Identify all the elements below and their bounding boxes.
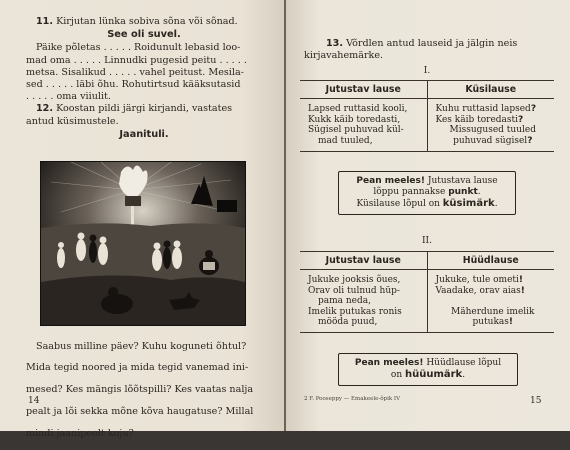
table-1-body xyxy=(300,99,554,151)
table-row xyxy=(436,136,551,146)
footer-signature: 2 F. Pooseppy — Emakeele-õpik IV xyxy=(304,396,401,402)
ex11-line-3: metsa. Sisalikud . . . . . vahel peitust. Mesila- xyxy=(26,66,244,78)
ex11-line-4: sed . . . . . läbi õhu. Rohutirtsud kääksutasid xyxy=(26,79,241,91)
remember-1-line-2 xyxy=(347,187,507,198)
remember-2-bold: hüüumärk xyxy=(404,369,463,380)
table-row: Jukuke jooksis õues, xyxy=(308,275,401,286)
table-row: Sügisel puhuvad kül- xyxy=(308,125,404,136)
bonfire-scene-image xyxy=(41,162,245,325)
exercise-11-instruction xyxy=(26,16,262,28)
exercise-11-text: Kirjutan lünka sobiva sõna või sõnad. xyxy=(56,16,238,27)
exercise-12-questions xyxy=(26,331,262,450)
table-2-col1 xyxy=(300,270,428,332)
table-2-body xyxy=(300,270,554,332)
question-line-5: mindi jaanipeolt koju? xyxy=(26,427,134,439)
right-page-number: 15 xyxy=(530,396,542,406)
exclamation-mark: ! xyxy=(520,285,525,296)
table-row xyxy=(436,286,551,296)
exercise-13-line-1 xyxy=(304,38,550,50)
exclamation-mark: ! xyxy=(518,275,524,286)
table-row: Lapsed ruttasid kooli, xyxy=(308,104,408,115)
question-mark: ? xyxy=(518,114,524,125)
remember-1-bold-2: küsimärk xyxy=(442,198,495,209)
question-mark: ? xyxy=(530,104,537,115)
remember-2-line-1 xyxy=(347,358,509,369)
question-line-2: Mida tegid noored ja mida tegid vanemad ini- xyxy=(26,362,249,374)
row-text: Jukuke, tule ometi xyxy=(435,275,519,286)
table-1-col2-header: Küsilause xyxy=(465,84,517,95)
remember-1-pre-2: Küsilause lõpul on xyxy=(356,199,443,209)
jaanituli-illustration xyxy=(40,161,246,326)
table-row: pama neda, xyxy=(318,296,371,307)
table-row: Imelik putukas ronis xyxy=(308,306,402,317)
row-text: putukas xyxy=(472,317,509,328)
exercise-13-instruction xyxy=(304,38,550,62)
row-text: Vaadake, orav aias xyxy=(435,285,521,296)
exercise-12-text-2: antud küsimustele. xyxy=(26,115,119,127)
remember-2-line-2 xyxy=(347,369,509,381)
row-text: puhuvad sügisel xyxy=(453,135,528,146)
remember-1-rest: Jutustava lause xyxy=(424,176,498,186)
remember-1-lead: Pean meeles! xyxy=(356,176,425,186)
left-page xyxy=(0,0,284,439)
exercise-12-instruction xyxy=(26,103,262,115)
remember-box-1 xyxy=(338,171,516,215)
remember-1-pre: lõppu pannakse xyxy=(373,187,449,197)
ex11-line-1: Päike põletas . . . . . Roidunult lebasid loo- xyxy=(36,42,241,54)
table-2-header xyxy=(300,252,554,270)
remember-1-line-3 xyxy=(347,198,507,210)
remember-1-post-2: . xyxy=(494,199,498,209)
remember-1-bold: punkt xyxy=(448,187,478,197)
row-text: Mäherdune imelik xyxy=(451,306,535,317)
table-1-header xyxy=(300,81,554,99)
left-page-number: 14 xyxy=(28,396,40,406)
exercise-12-number: 12. xyxy=(36,103,53,115)
table-row xyxy=(436,317,551,327)
section-2-numeral: II. xyxy=(422,236,432,246)
comparison-table-2 xyxy=(300,251,554,333)
exercise-11-number: 11. xyxy=(36,16,53,27)
table-row xyxy=(436,275,551,285)
exclamation-mark: ! xyxy=(508,317,514,328)
table-1-col1 xyxy=(300,99,428,151)
exercise-13-text-2: kirjavahemärke. xyxy=(304,50,384,62)
row-text: Kuhu ruttasid lapsed xyxy=(435,104,531,115)
remember-2-pre: on xyxy=(390,370,405,380)
table-row xyxy=(436,104,551,114)
ex11-line-5: . . . . . oma viiulit. xyxy=(26,91,111,103)
section-1-numeral: I. xyxy=(423,66,431,76)
remember-2-post: . xyxy=(462,370,466,380)
exercise-13-text-1: Võrdlen antud lauseid ja jälgin neis xyxy=(346,38,518,49)
remember-box-2 xyxy=(338,353,518,386)
left-page-text xyxy=(26,16,262,142)
ex11-line-2: mad oma . . . . . Linnudki pugesid peitu . . . . . xyxy=(26,54,247,66)
table-row xyxy=(436,125,551,135)
table-row: Kukk käib toredasti, xyxy=(308,114,401,125)
table-row: mad tuuled, xyxy=(318,135,373,146)
exercise-13-number: 13. xyxy=(326,38,343,49)
table-2-col2 xyxy=(428,270,555,332)
table-1-col2 xyxy=(428,99,555,151)
comparison-table-1 xyxy=(300,80,554,152)
table-2-col1-header: Jutustav lause xyxy=(300,252,428,269)
question-line-4: pealt ja lõi sekka mõne kõva haugatuse? Millal xyxy=(26,405,254,417)
question-line-3: mesed? Kes mängis lõõtspilli? Kes vaatas nalja xyxy=(26,384,254,396)
row-text: Kes käib toredasti xyxy=(435,114,519,125)
row-text: Missugused tuuled xyxy=(449,125,536,136)
remember-1-post: . xyxy=(477,187,481,197)
remember-2-lead: Pean meeles! xyxy=(354,358,424,368)
question-mark: ? xyxy=(527,135,533,146)
exercise-12-text-1: Koostan pildi järgi kirjandi, vastates xyxy=(56,103,233,115)
remember-1-line-1 xyxy=(347,176,507,187)
table-row: mööda puud, xyxy=(318,317,378,328)
table-row xyxy=(436,115,551,125)
remember-2-rest: Hüüdlause lõpul xyxy=(423,358,502,368)
exercise-12-heading: Jaanituli. xyxy=(119,128,169,140)
exercise-11-heading: See oli suvel. xyxy=(107,29,181,41)
table-row: Orav oli tulnud hüp- xyxy=(308,285,400,296)
question-line-1: Saabus milline päev? Kuhu koguneti õhtul? xyxy=(36,340,247,352)
table-row xyxy=(436,307,551,317)
table-row xyxy=(436,296,551,306)
table-1-col1-header: Jutustav lause xyxy=(300,81,428,98)
table-2-col2-header: Hüüdlause xyxy=(462,255,519,266)
